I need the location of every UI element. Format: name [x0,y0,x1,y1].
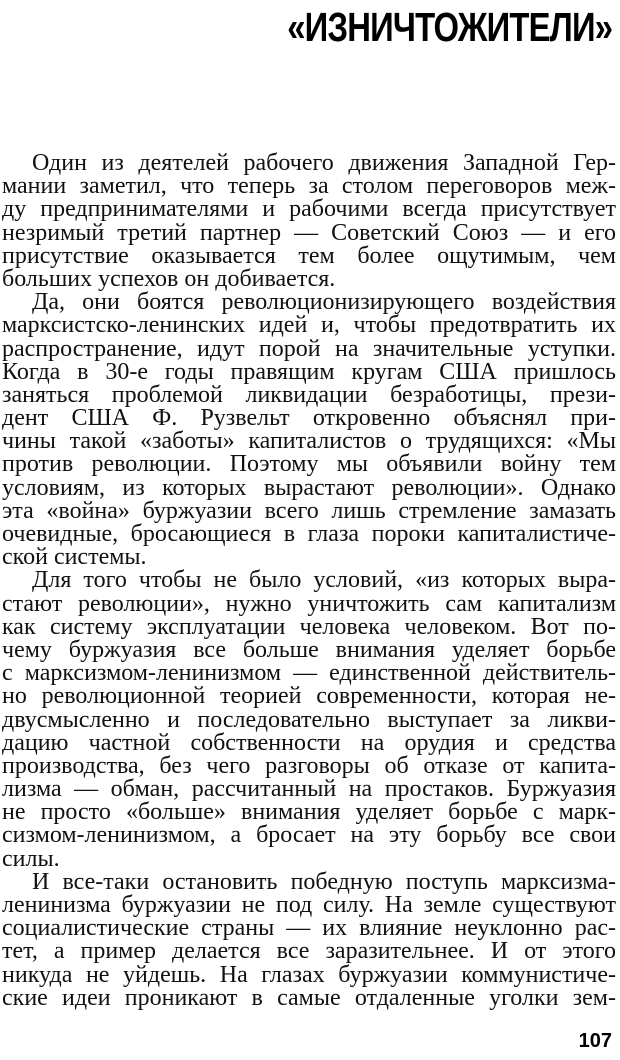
text-line: Когда в 30-е годы правящим кругам США пришлось [2,360,616,384]
text-line: ленинизма буржуазии не под силу. На земле существуют [2,894,616,918]
text-line: дацию частной собственности на орудия и средства [2,731,616,755]
text-line: заняться проблемой ликвидации безработицы, прези- [2,383,616,408]
text-line: двусмысленно и последовательно выступает за ликви- [2,708,616,732]
text-line: ские идеи проникают в самые отдаленные уголки зем- [2,986,616,1010]
text-line: стают революции», нужно уничтожить сам капитализм [2,592,616,616]
text-line: распространение, идут порой на значительные уступки. [2,337,616,361]
page-number: 107 [578,1030,612,1052]
text-line: с марксизмом-ленинизмом — единственной действитель- [2,662,616,686]
text-line: лизма — обман, рассчитанный на простаков. Буржуазия [2,778,616,802]
text-line: присутствие оказывается тем более ощутимым, чем [2,244,616,268]
text-line: чему буржуазия все больше внимания уделяет борьбе [2,638,616,663]
text-line: И все-таки остановить победную поступь марксизма- [32,870,616,894]
text-line: ду предпринимателями и рабочими всегда присутствует [2,198,616,222]
text-line: мании заметил, что теперь за столом переговоров меж- [2,175,616,199]
text-line: Для того чтобы не было условий, «из которых выра- [32,569,616,593]
text-line: не просто «больше» внимания уделяет борьбе с марк- [2,801,616,825]
text-line: больших успехов он добивается. [2,267,336,292]
text-line: но революционной теорией современности, которая не- [2,685,616,709]
text-line: силы. [2,847,60,871]
text-line: Да, они боятся революционизирующего воздействия [32,291,616,315]
text-line: тет, а пример делается все заразительнее. И от этого [2,940,616,964]
text-line: производства, без чего разговоры об отказе от капита- [2,754,616,779]
text-line: ской системы. [2,546,147,570]
text-line: чины такой «заботы» капиталистов о трудящихся: «Мы [2,430,616,454]
text-line: как систему эксплуатации человека человеком. Вот по- [2,615,616,639]
text-line: сизмом-ленинизмом, а бросает на эту борьбу все свои [2,824,616,848]
text-line: эта «война» буржуазии всего лишь стремление замазать [2,499,616,523]
text-line: Один из деятелей рабочего движения Западной Гер- [32,152,616,176]
text-line: никуда не уйдешь. На глазах буржуазии коммунистиче- [2,963,616,987]
text-line: против революции. Поэтому мы объявили войну тем [2,453,616,477]
text-line: социалистические страны — их влияние неуклонно рас- [2,917,616,941]
text-line: условиям, из которых вырастают революции». Однако [2,476,616,500]
text-line: дент США Ф. Рузвельт откровенно объяснял при- [2,407,616,431]
chapter-title: «ИЗНИЧТОЖИТЕЛИ» [287,4,612,50]
body-text [2,152,616,1010]
text-line: незримый третий партнер — Советский Союз — и его [2,221,616,245]
text-line: марксистско-ленинских идей и, чтобы предотвратить их [2,314,616,338]
text-line: очевидные, бросающиеся в глаза пороки капиталистиче- [2,523,616,547]
